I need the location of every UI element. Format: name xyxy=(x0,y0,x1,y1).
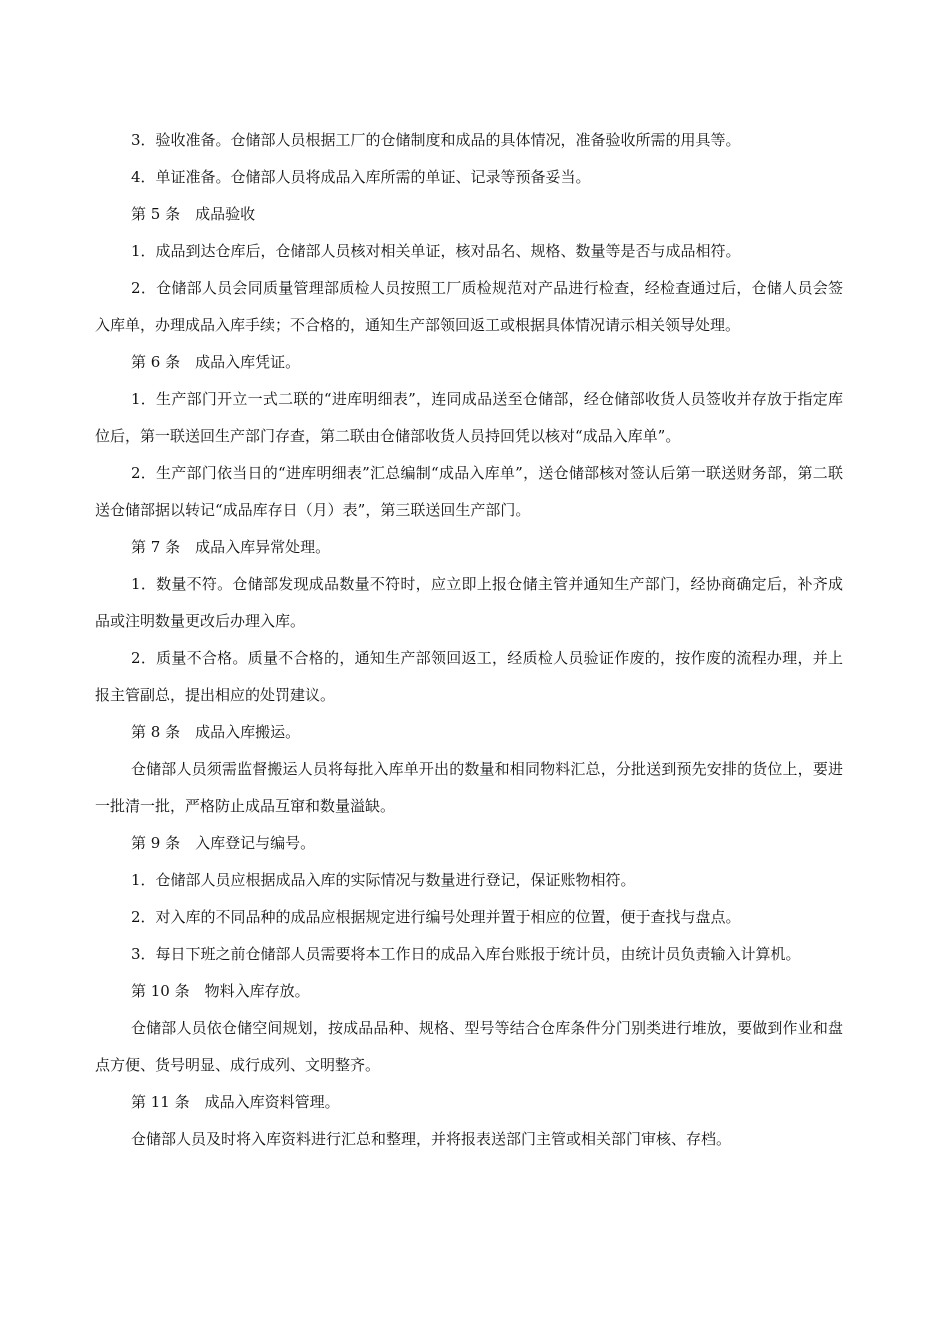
document-page xyxy=(95,122,843,1158)
paragraph-item-4-document-prep: 4．单证准备。仓储部人员将成品入库所需的单证、记录等预备妥当。 xyxy=(131,168,591,186)
article-8-heading: 第 8 条 成品入库搬运。 xyxy=(131,723,301,741)
paragraph-article-5-item-2: 2．仓储部人员会同质量管理部质检人员按照工厂质检规范对产品进行检查，经检查通过后，仓储人员会签入库单，办理成品入库手续；不合格的，通知生产部领回返工或根据具体情况请示相关领导处理。 xyxy=(95,279,843,334)
paragraph-item-3-acceptance-prep: 3．验收准备。仓储部人员根据工厂的仓储制度和成品的具体情况，准备验收所需的用具等。 xyxy=(131,131,741,149)
paragraph-article-6-item-1: 1．生产部门开立一式二联的“进库明细表”，连同成品送至仓储部，经仓储部收货人员签收并存放于指定库位后，第一联送回生产部门存查，第二联由仓储部收货人员持回凭以核对“成品入库单”。 xyxy=(95,390,843,445)
article-7-heading: 第 7 条 成品入库异常处理。 xyxy=(131,538,331,556)
paragraph-article-7-item-1: 1．数量不符。仓储部发现成品数量不符时，应立即上报仓储主管并通知生产部门，经协商确定后，补齐成品或注明数量更改后办理入库。 xyxy=(95,575,843,630)
paragraph-article-9-item-1: 1．仓储部人员应根据成品入库的实际情况与数量进行登记，保证账物相符。 xyxy=(131,871,636,889)
paragraph-article-9-item-2: 2．对入库的不同品种的成品应根据规定进行编号处理并置于相应的位置，便于查找与盘点。 xyxy=(131,908,741,926)
article-5-heading: 第 5 条 成品验收 xyxy=(131,205,256,223)
paragraph-article-11-body: 仓储部人员及时将入库资料进行汇总和整理，并将报表送部门主管或相关部门审核、存档。 xyxy=(131,1130,732,1148)
paragraph-article-10-body: 仓储部人员依仓储空间规划，按成品品种、规格、型号等结合仓库条件分门别类进行堆放，要做到作业和盘点方便、货号明显、成行成列、文明整齐。 xyxy=(95,1019,843,1074)
article-11-heading: 第 11 条 成品入库资料管理。 xyxy=(131,1093,340,1111)
article-10-heading: 第 10 条 物料入库存放。 xyxy=(131,982,310,1000)
paragraph-article-9-item-3: 3．每日下班之前仓储部人员需要将本工作日的成品入库台账报于统计员，由统计员负责输入计算机。 xyxy=(131,945,801,963)
paragraph-article-7-item-2: 2．质量不合格。质量不合格的，通知生产部领回返工，经质检人员验证作废的，按作废的流程办理，并上报主管副总，提出相应的处罚建议。 xyxy=(95,649,843,704)
article-9-heading: 第 9 条 入库登记与编号。 xyxy=(131,834,316,852)
article-6-heading: 第 6 条 成品入库凭证。 xyxy=(131,353,301,371)
paragraph-article-6-item-2: 2．生产部门依当日的“进库明细表”汇总编制“成品入库单”，送仓储部核对签认后第一联送财务部，第二联送仓储部据以转记“成品库存日（月）表”，第三联送回生产部门。 xyxy=(95,464,843,519)
paragraph-article-8-body: 仓储部人员须需监督搬运人员将每批入库单开出的数量和相同物料汇总，分批送到预先安排的货位上，要进一批清一批，严格防止成品互窜和数量溢缺。 xyxy=(95,760,843,815)
paragraph-article-5-item-1: 1．成品到达仓库后，仓储部人员核对相关单证，核对品名、规格、数量等是否与成品相符。 xyxy=(131,242,741,260)
